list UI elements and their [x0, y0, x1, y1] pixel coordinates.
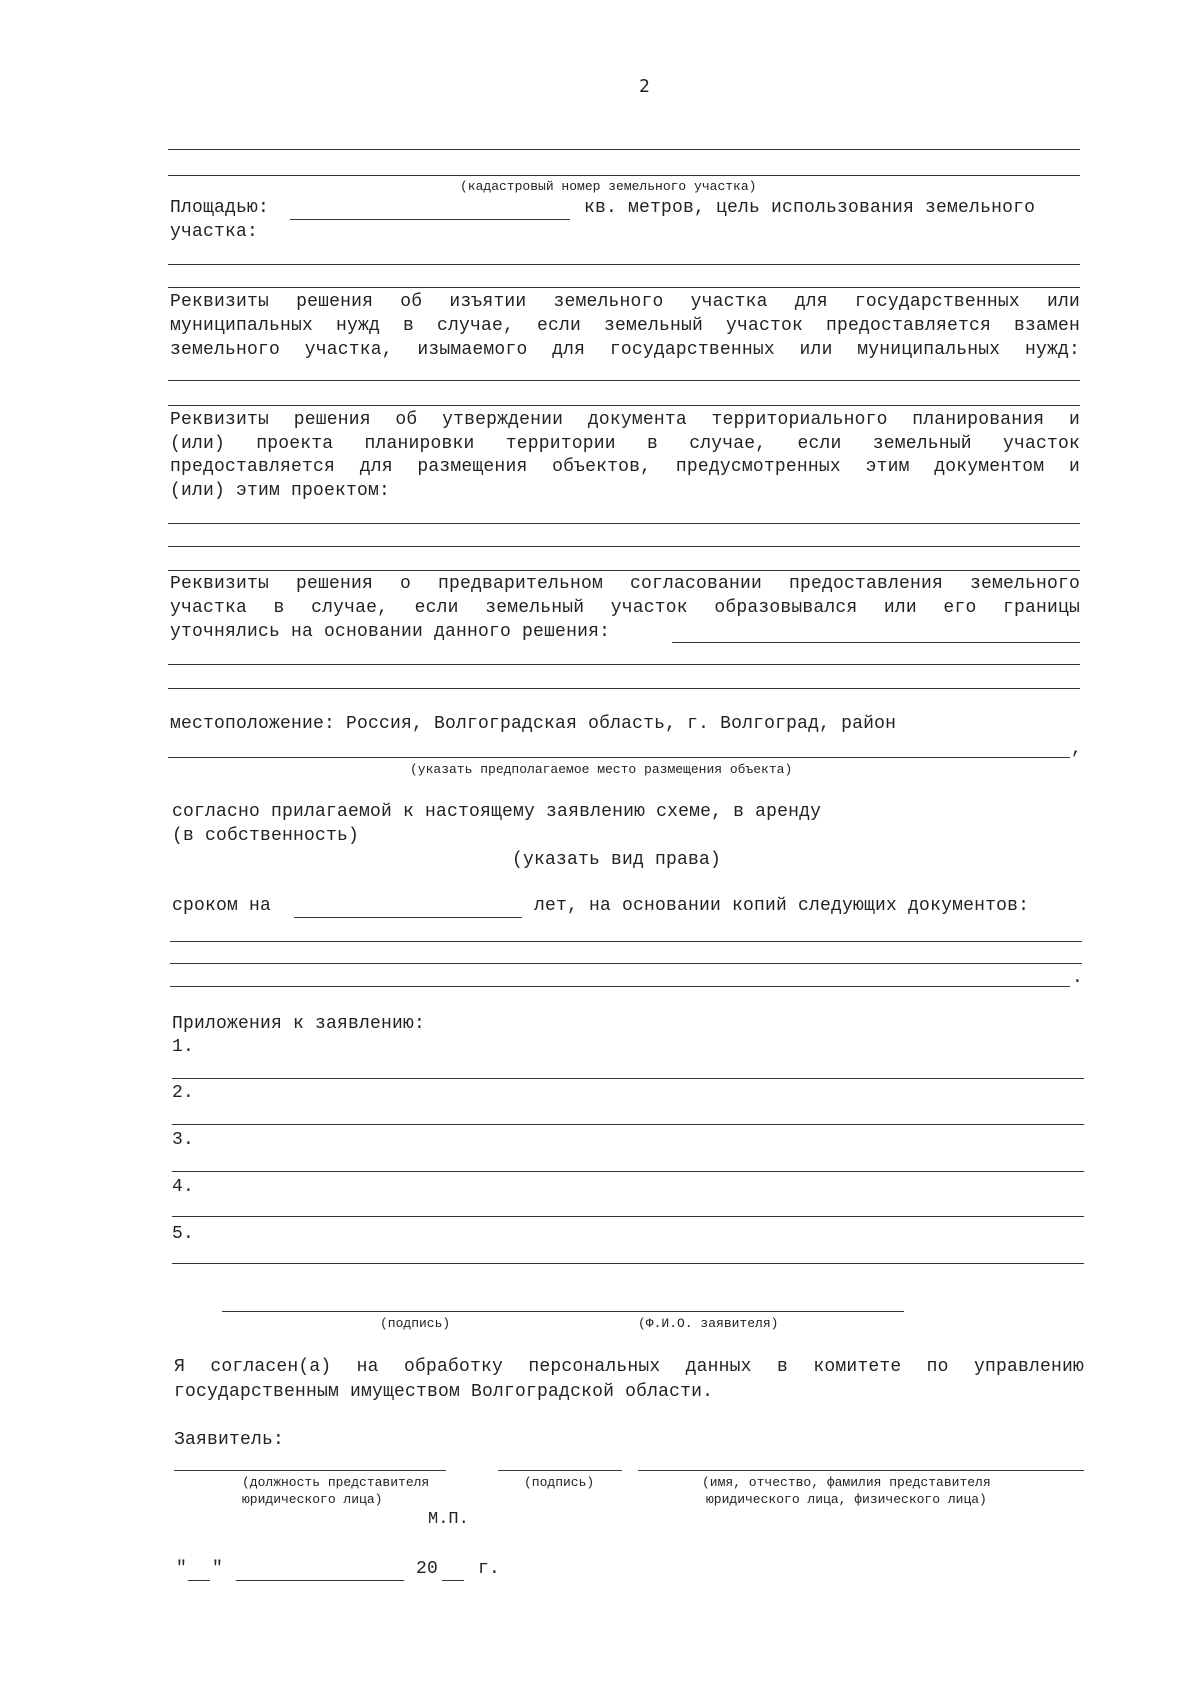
- preliminary-input-2[interactable]: [168, 688, 1080, 689]
- attachment-item-3: 3.: [172, 1130, 195, 1150]
- applicant-name-caption-2: юридического лица, физического лица): [706, 1492, 987, 1507]
- date-year-suffix: г.: [478, 1559, 501, 1579]
- preliminary-line-2: участка в случае, если земельный участок образовывался или его границы: [170, 598, 1080, 618]
- attachment-line-3[interactable]: [172, 1171, 1084, 1172]
- area-input-line[interactable]: [290, 219, 570, 220]
- preliminary-line-1: Реквизиты решения о предварительном согласовании предоставления земельного: [170, 574, 1080, 594]
- attachments-title: Приложения к заявлению:: [172, 1014, 426, 1034]
- preliminary-input-1[interactable]: [168, 664, 1080, 665]
- stamp-place: М.П.: [428, 1510, 469, 1529]
- attachment-item-5: 5.: [172, 1224, 195, 1244]
- withdrawal-line-2: муниципальных нужд в случае, если земельный участок предоставляется взамен: [170, 316, 1080, 336]
- territorial-line-4: (или) этим проектом:: [170, 481, 391, 501]
- cadastral-line-1[interactable]: [168, 149, 1080, 150]
- territorial-line-2: (или) проекта планировки территории в случае, если земельный участок: [170, 434, 1080, 454]
- withdrawal-line-3: земельного участка, изымаемого для государственных или муниципальных нужд:: [170, 340, 1080, 360]
- term-text: лет, на основании копий следующих документов:: [534, 896, 1030, 916]
- right-line-2: (в собственность): [172, 826, 360, 846]
- withdrawal-line-1: Реквизиты решения об изъятии земельного участка для государственных или: [170, 292, 1080, 312]
- documents-period: .: [1072, 968, 1084, 988]
- right-caption: (указать вид права): [512, 850, 722, 870]
- location-text: местоположение: Россия, Волгоградская область, г. Волгоград, район: [170, 714, 897, 734]
- location-comma: ,: [1071, 739, 1083, 759]
- location-input-line[interactable]: [168, 757, 1070, 758]
- attachment-item-4: 4.: [172, 1177, 195, 1197]
- cadastral-line-2[interactable]: [168, 175, 1080, 176]
- applicant-signature-caption: (подпись): [524, 1475, 595, 1490]
- purpose-line-1[interactable]: [168, 264, 1080, 265]
- attachment-line-5[interactable]: [172, 1263, 1084, 1264]
- preliminary-line-3: уточнялись на основании данного решения:: [170, 622, 611, 642]
- territorial-input-1[interactable]: [168, 523, 1080, 524]
- date-month-line[interactable]: [236, 1580, 404, 1581]
- right-line-1: согласно прилагаемой к настоящему заявлению схеме, в аренду: [172, 802, 822, 822]
- consent-line-1: Я согласен(а) на обработку персональных данных в комитете по управлению: [174, 1357, 1084, 1377]
- term-label: сроком на: [172, 896, 272, 916]
- attachment-item-1: 1.: [172, 1037, 195, 1057]
- documents-line-2[interactable]: [170, 963, 1082, 964]
- applicant-label: Заявитель:: [174, 1430, 285, 1450]
- term-input-line[interactable]: [294, 917, 522, 918]
- applicant-signature-line[interactable]: [498, 1470, 622, 1471]
- cadastral-caption: (кадастровый номер земельного участка): [460, 179, 757, 194]
- applicant-name-line[interactable]: [638, 1470, 1084, 1471]
- date-year-line[interactable]: [442, 1580, 464, 1581]
- preliminary-input-inline[interactable]: [672, 642, 1080, 643]
- consent-line-2: государственным имуществом Волгоградской области.: [174, 1382, 714, 1402]
- area-label: Площадью:: [170, 198, 270, 218]
- purpose-label: участка:: [170, 222, 259, 242]
- signature-caption: (подпись): [380, 1316, 451, 1331]
- date-day-line[interactable]: [188, 1580, 210, 1581]
- territorial-line-3: предоставляется для размещения объектов, предусмотренных этим документом и: [170, 457, 1080, 477]
- applicant-name-caption-1: (имя, отчество, фамилия представителя: [702, 1475, 991, 1490]
- documents-line-3[interactable]: [170, 986, 1070, 987]
- withdrawal-line-input-2[interactable]: [168, 405, 1080, 406]
- signature-line[interactable]: [222, 1311, 904, 1312]
- applicant-name-caption: (Ф.И.О. заявителя): [638, 1316, 779, 1331]
- purpose-line-2[interactable]: [168, 287, 1080, 288]
- page-number: 2: [639, 76, 650, 97]
- documents-line-1[interactable]: [170, 941, 1082, 942]
- date-quote-open: ": [176, 1559, 188, 1579]
- applicant-position-line[interactable]: [174, 1470, 446, 1471]
- location-caption: (указать предполагаемое место размещения объекта): [410, 762, 793, 777]
- area-unit-text: кв. метров, цель использования земельного: [584, 198, 1036, 218]
- territorial-input-2[interactable]: [168, 546, 1080, 547]
- date-quote-close: ": [212, 1559, 224, 1579]
- applicant-position-caption-1: (должность представителя: [242, 1475, 430, 1490]
- applicant-position-caption-2: юридического лица): [242, 1492, 383, 1507]
- attachment-item-2: 2.: [172, 1083, 195, 1103]
- withdrawal-line-input-1[interactable]: [168, 380, 1080, 381]
- attachment-line-1[interactable]: [172, 1078, 1084, 1079]
- territorial-input-3[interactable]: [168, 570, 1080, 571]
- attachment-line-2[interactable]: [172, 1124, 1084, 1125]
- attachment-line-4[interactable]: [172, 1216, 1084, 1217]
- territorial-line-1: Реквизиты решения об утверждении документа территориального планирования и: [170, 410, 1080, 430]
- date-year-prefix: 20: [416, 1559, 439, 1579]
